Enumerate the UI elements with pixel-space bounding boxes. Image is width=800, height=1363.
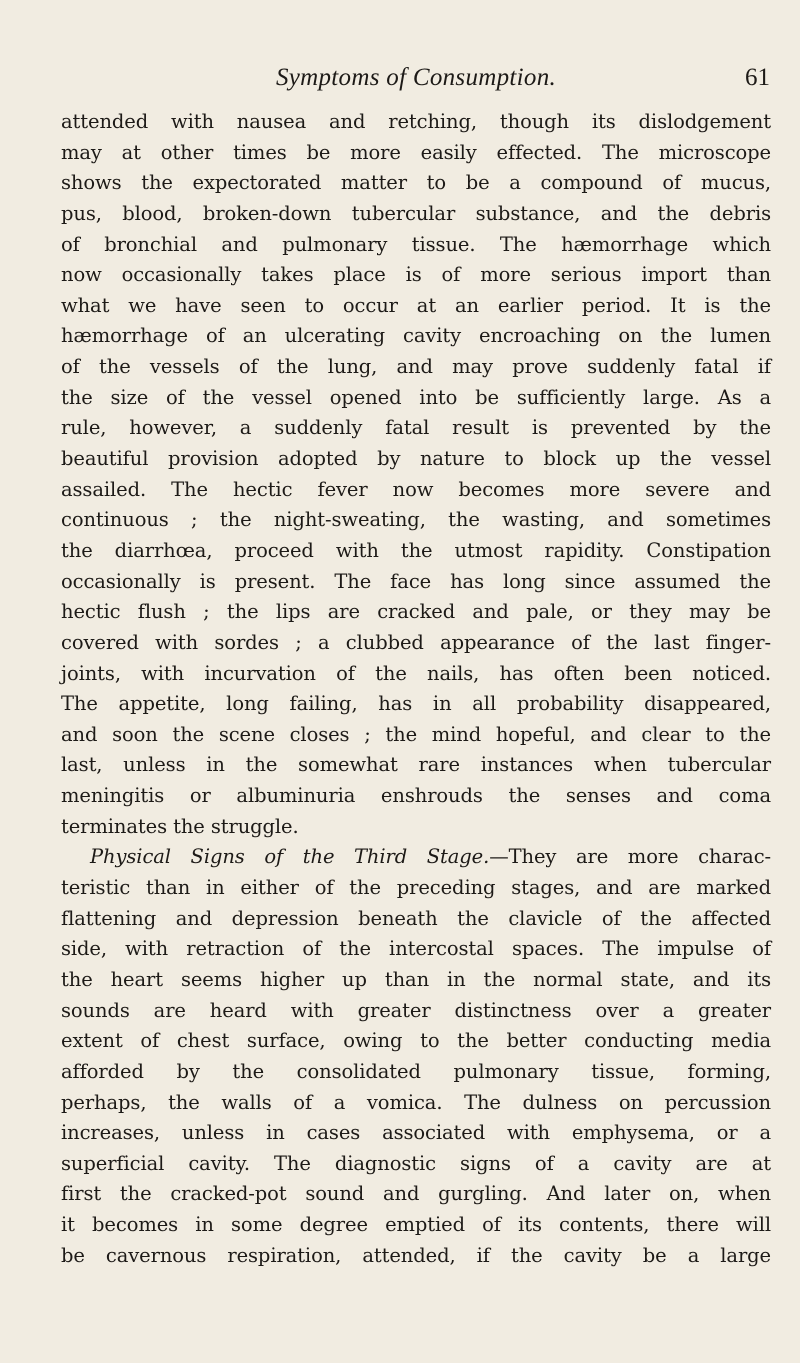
- page-number: 61: [745, 64, 770, 91]
- text-line: occasionally is present. The face has long since assumed the: [61, 569, 771, 593]
- text-line: hectic flush ; the lips are cracked and pale, or they may be: [61, 600, 771, 624]
- text-line: shows the expectorated matter to be a compound of mucus,: [61, 171, 771, 195]
- text-line: the size of the vessel opened into be sufficiently large. As a: [61, 385, 771, 409]
- text-line: terminates the struggle.: [61, 814, 299, 838]
- text-line: teristic than in either of the preceding stages, and are marked: [61, 876, 771, 900]
- text-line: rule, however, a suddenly fatal result is prevented by the: [61, 416, 771, 440]
- text-line: sounds are heard with greater distinctness over a greater: [61, 998, 771, 1022]
- text-line: covered with sordes ; a clubbed appearance of the last finger-: [61, 630, 771, 654]
- text-line: what we have seen to occur at an earlier period. It is the: [61, 293, 771, 317]
- text-line: afforded by the consolidated pulmonary tissue, forming,: [61, 1059, 771, 1083]
- text-line: of bronchial and pulmonary tissue. The hæmorrhage which: [61, 232, 771, 256]
- text-line: last, unless in the somewhat rare instances when tubercular: [61, 753, 771, 777]
- running-title: Symptoms of Consumption.: [275, 64, 557, 91]
- text-line: pus, blood, broken-down tubercular substance, and the debris: [61, 201, 771, 225]
- section-heading: Physical Signs of the Third Stage.: [90, 845, 490, 869]
- text-line: side, with retraction of the intercostal spaces. The impulse of: [61, 937, 771, 961]
- text-line: may at other times be more easily effected. The microscope: [61, 140, 771, 164]
- text-line: attended with nausea and retching, though its dislodgement: [61, 110, 771, 133]
- text-line: now occasionally takes place is of more serious import than: [61, 263, 771, 287]
- text-line: and soon the scene closes ; the mind hopeful, and clear to the: [61, 722, 771, 746]
- text-line: the diarrhœa, proceed with the utmost rapidity. Constipation: [61, 538, 771, 562]
- text-line: hæmorrhage of an ulcerating cavity encroaching on the lumen: [61, 324, 771, 348]
- page-header: [62, 60, 770, 96]
- text-line: meningitis or albuminuria enshrouds the senses and coma: [61, 784, 771, 808]
- text-line: increases, unless in cases associated with emphysema, or a: [61, 1121, 771, 1145]
- body-text: [61, 107, 771, 1271]
- text-line: flattening and depression beneath the clavicle of the affected: [61, 906, 771, 930]
- text-line: extent of chest surface, owing to the better conducting media: [61, 1029, 771, 1053]
- text-line: the heart seems higher up than in the normal state, and its: [61, 967, 771, 991]
- section-first-line-text: —They are more charac-: [489, 845, 772, 869]
- section-first-line: [61, 842, 771, 873]
- text-line: beautiful provision adopted by nature to block up the vessel: [61, 447, 771, 471]
- text-line: it becomes in some degree emptied of its contents, there will: [61, 1213, 771, 1237]
- text-line: superficial cavity. The diagnostic signs of a cavity are at: [61, 1151, 771, 1175]
- text-line: assailed. The hectic fever now becomes more severe and: [61, 477, 771, 501]
- text-line: The appetite, long failing, has in all probability disappeared,: [61, 692, 771, 716]
- text-line: of the vessels of the lung, and may prove suddenly fatal if: [61, 355, 771, 379]
- text-line: joints, with incurvation of the nails, has often been noticed.: [61, 661, 771, 685]
- text-line: perhaps, the walls of a vomica. The dulness on percussion: [61, 1090, 771, 1114]
- text-line: be cavernous respiration, attended, if the cavity be a large: [61, 1243, 771, 1267]
- text-line: continuous ; the night-sweating, the wasting, and sometimes: [61, 508, 771, 532]
- text-line: first the cracked-pot sound and gurgling. And later on, when: [61, 1182, 771, 1206]
